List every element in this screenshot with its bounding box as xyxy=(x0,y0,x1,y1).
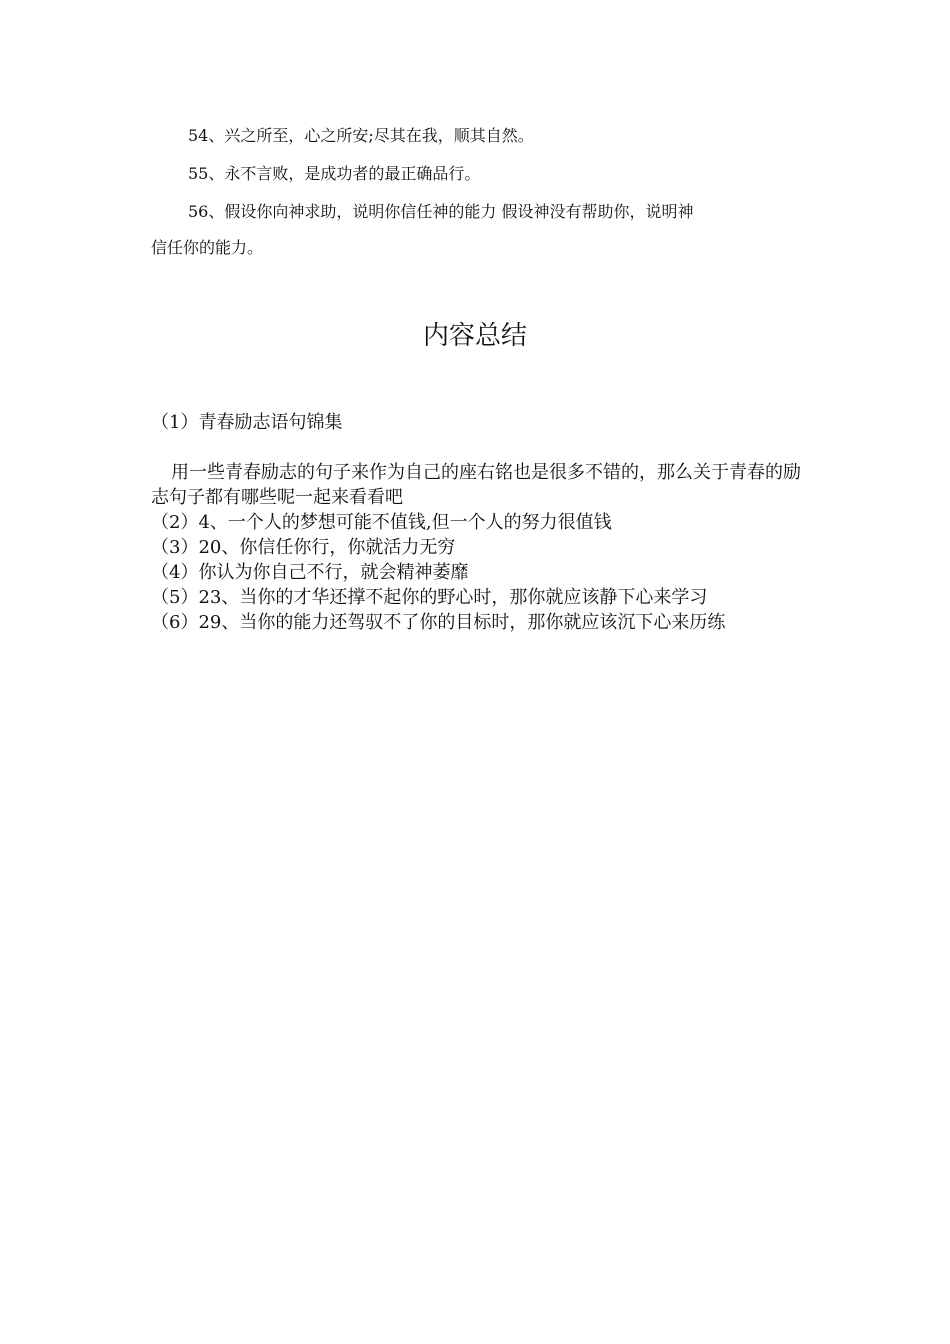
summary-title: 内容总结 xyxy=(422,321,527,351)
quote-55-text: 55、永不言败，是成功者的最正确品行。 xyxy=(188,164,481,183)
summary-intro: 用一些青春励志的句子来作为自己的座右铭也是很多不错的，那么关于青春的励志句子都有哪些呢一起来看看吧 xyxy=(151,462,801,508)
quote-54-text: 54、兴之所至，心之所安;尽其在我，顺其自然。 xyxy=(188,126,534,145)
quote-56-line1: 56、假设你向神求助，说明你信任神的能力 假设神没有帮助你，说明神 xyxy=(188,202,694,221)
quote-54 xyxy=(151,118,801,154)
quote-55 xyxy=(151,156,801,192)
summary-item-4: （4）你认为你自己不行，就会精神萎靡 xyxy=(151,562,469,583)
summary-item-5: （5）23、当你的才华还撑不起你的野心时，那你就应该静下心来学习 xyxy=(151,587,708,608)
quote-56 xyxy=(151,194,801,266)
summary-list xyxy=(151,510,801,635)
quote-56-line2: 信任你的能力。 xyxy=(151,238,264,257)
summary-item-3: （3）20、你信任你行，你就活力无穷 xyxy=(151,537,456,558)
summary-item-2: （2）4、一个人的梦想可能不值钱,但一个人的努力很值钱 xyxy=(151,512,612,533)
summary-item-6: （6）29、当你的能力还驾驭不了你的目标时，那你就应该沉下心来历练 xyxy=(151,612,726,633)
summary-item-1: （1）青春励志语句锦集 xyxy=(151,412,343,433)
